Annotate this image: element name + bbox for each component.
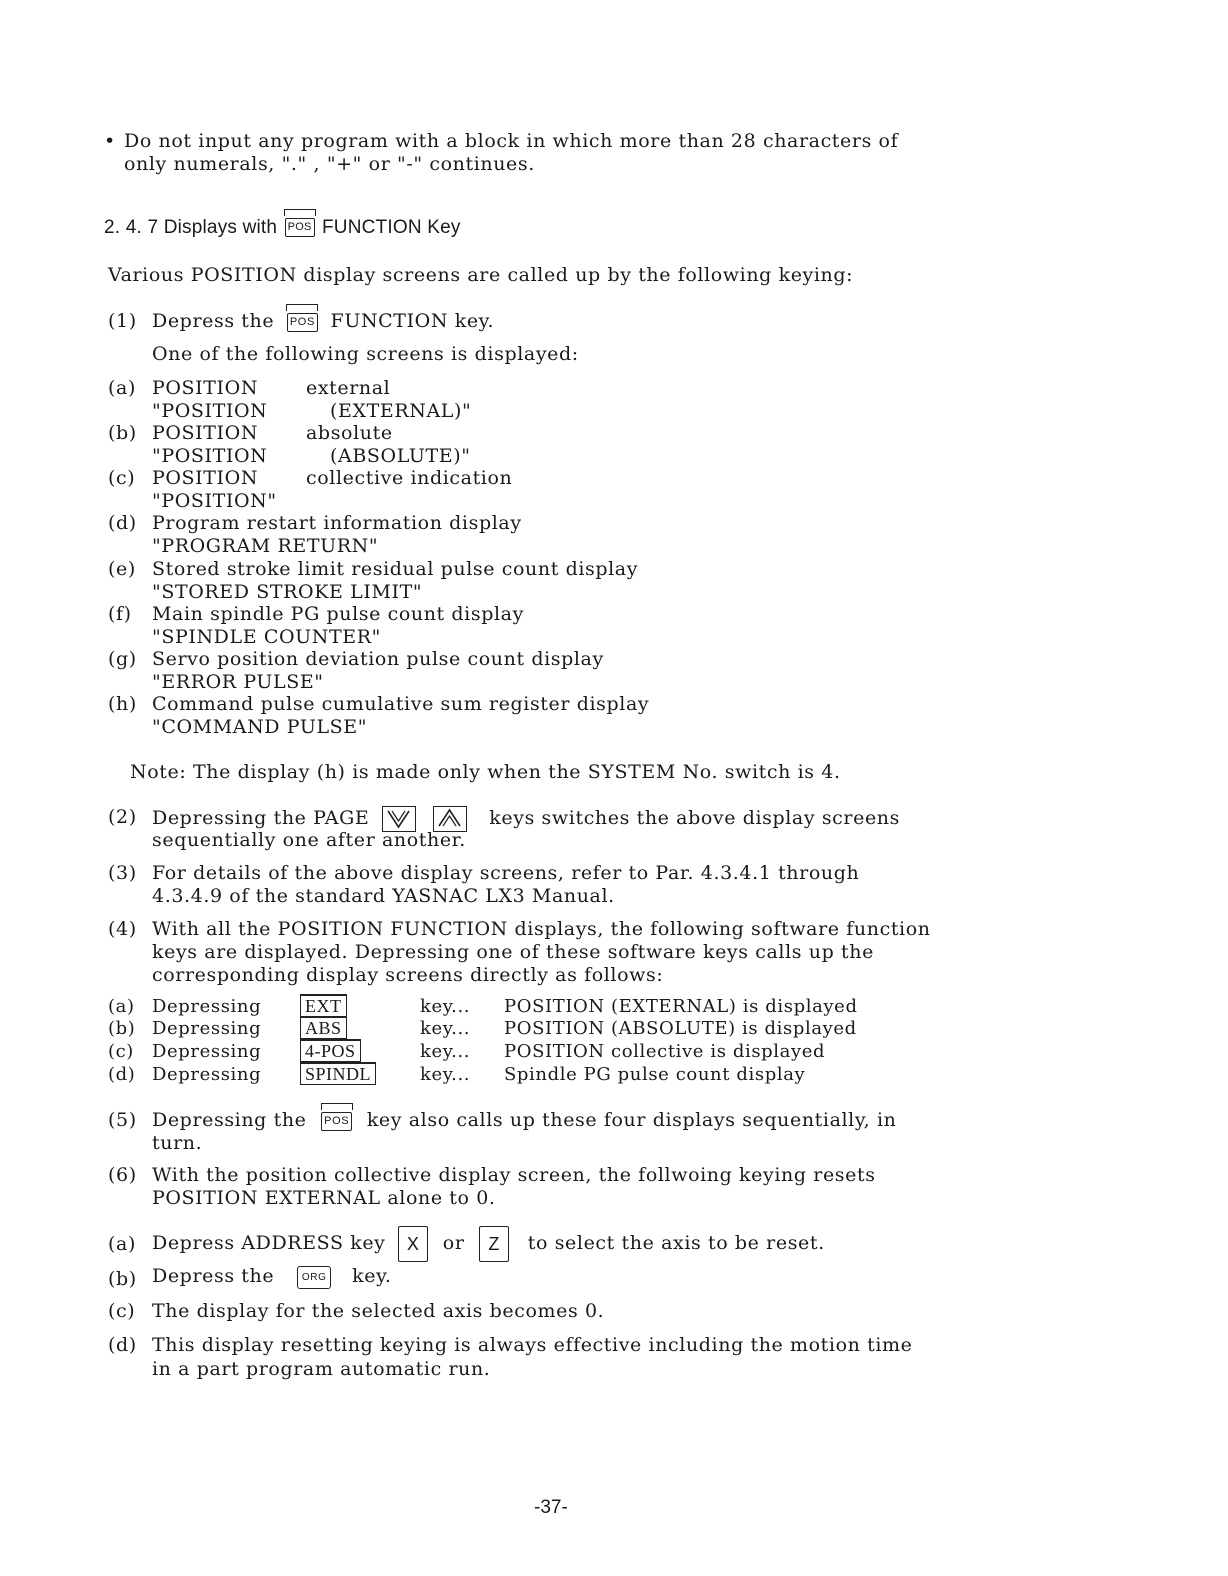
reset-c-label: (c)	[108, 1300, 136, 1322]
softkey-result: POSITION collective is displayed	[504, 1041, 826, 1062]
abs-softkey: ABS	[300, 1016, 347, 1039]
step4-num: (4)	[108, 918, 137, 940]
step3-line2: 4.3.4.9 of the standard YASNAC LX3 Manual.	[152, 885, 615, 907]
section-heading	[104, 217, 461, 239]
step6-line2: POSITION EXTERNAL alone to 0.	[152, 1187, 496, 1209]
screen-label: (b)	[108, 422, 137, 444]
softkey-suffix: key...	[420, 996, 471, 1017]
softkey-result: POSITION (EXTERNAL) is displayed	[504, 996, 858, 1017]
pos-key-icon: POS	[287, 313, 318, 332]
step2-line2: sequentially one after another.	[152, 829, 466, 851]
step4-line1: With all the POSITION FUNCTION displays, the following software function	[152, 918, 931, 940]
org-key-icon: ORG	[297, 1266, 332, 1289]
4pos-softkey: 4-POS	[300, 1039, 361, 1062]
screen-item: Stored stroke limit residual pulse count display	[152, 558, 639, 580]
bullet: •	[104, 130, 116, 152]
screen-item-title: "SPINDLE COUNTER"	[152, 626, 381, 648]
step1-line: Depress the POS FUNCTION key.	[152, 310, 494, 332]
screen-label: (f)	[108, 603, 132, 625]
softkey-result: POSITION (ABSOLUTE) is displayed	[504, 1018, 857, 1039]
screen-item-title: "POSITION	[152, 400, 268, 422]
softkey-suffix: key...	[420, 1064, 471, 1085]
pos-key-icon: POS	[285, 218, 315, 237]
screen-item: Servo position deviation pulse count display	[152, 648, 604, 670]
screen-label: (c)	[108, 467, 136, 489]
screen-item-desc: absolute	[306, 422, 393, 444]
section-prefix: Displays with	[163, 217, 278, 238]
screen-label: (h)	[108, 693, 137, 715]
step1-sub: One of the following screens is displayed:	[152, 343, 579, 365]
softkey-suffix: key...	[420, 1041, 471, 1062]
screen-item: POSITION	[152, 467, 259, 489]
reset-a-line: Depress ADDRESS key X or Z to select the axis to be reset.	[152, 1226, 825, 1262]
step5-line1: Depressing the POS key also calls up these four displays sequentially, in	[152, 1109, 896, 1131]
softkey-verb: Depressing	[152, 1064, 262, 1085]
note-top-line2: only numerals, "." , "+" or "-" continues.	[124, 153, 535, 175]
screen-item: Command pulse cumulative sum register display	[152, 693, 650, 715]
reset-d-label: (d)	[108, 1334, 137, 1356]
screen-item-title-b: (ABSOLUTE)"	[330, 445, 471, 467]
screen-item: Program restart information display	[152, 512, 522, 534]
spindl-softkey: SPINDL	[300, 1062, 376, 1085]
screen-item-desc: external	[306, 377, 391, 399]
softkey-result: Spindle PG pulse count display	[504, 1064, 806, 1085]
screen-item-title: "POSITION	[152, 445, 268, 467]
screen-label: (e)	[108, 558, 136, 580]
ext-softkey: EXT	[300, 994, 347, 1017]
note-top-line1: Do not input any program with a block in which more than 28 characters of	[124, 130, 899, 152]
softkey-verb: Depressing	[152, 996, 262, 1017]
softkey-label: (b)	[108, 1018, 136, 1039]
reset-d-line2: in a part program automatic run.	[152, 1358, 491, 1380]
screen-label: (d)	[108, 512, 137, 534]
screen-item-title: "COMMAND PULSE"	[152, 716, 368, 738]
step3-line1: For details of the above display screens, refer to Par. 4.3.4.1 through	[152, 862, 860, 884]
note-text: Note: The display (h) is made only when the SYSTEM No. switch is 4.	[130, 761, 841, 783]
step4-line3: corresponding display screens directly as follows:	[152, 964, 664, 986]
screen-item: POSITION	[152, 377, 259, 399]
screen-item: POSITION	[152, 422, 259, 444]
reset-b-label: (b)	[108, 1268, 137, 1290]
screen-label: (g)	[108, 648, 137, 670]
page-number: -37-	[534, 1497, 568, 1518]
softkey-label: (a)	[108, 996, 135, 1017]
screen-item-title: "PROGRAM RETURN"	[152, 535, 379, 557]
step3-num: (3)	[108, 862, 137, 884]
address-z-key-icon: Z	[479, 1226, 509, 1262]
reset-c-text: The display for the selected axis becomes 0.	[152, 1300, 605, 1322]
step6-num: (6)	[108, 1164, 137, 1186]
softkey-label: (d)	[108, 1064, 136, 1085]
softkey-label: (c)	[108, 1041, 134, 1062]
screen-item-desc: collective indication	[306, 467, 513, 489]
step2-line1: Depressing the PAGE keys switches the above display screens	[152, 806, 900, 832]
step5-num: (5)	[108, 1109, 137, 1131]
softkey-suffix: key...	[420, 1018, 471, 1039]
screen-item-title: "POSITION"	[152, 490, 277, 512]
section-number: 2. 4. 7	[104, 217, 159, 238]
screen-label: (a)	[108, 377, 136, 399]
section-suffix: FUNCTION Key	[321, 217, 461, 238]
step4-line2: keys are displayed. Depressing one of these software keys calls up the	[152, 941, 874, 963]
step6-line1: With the position collective display screen, the follwoing keying resets	[152, 1164, 876, 1186]
softkey-verb: Depressing	[152, 1041, 262, 1062]
pos-key-icon: POS	[321, 1112, 352, 1131]
reset-d-line1: This display resetting keying is always effective including the motion time	[152, 1334, 913, 1356]
softkey-verb: Depressing	[152, 1018, 262, 1039]
address-x-key-icon: X	[398, 1226, 428, 1262]
screen-item-title-b: (EXTERNAL)"	[330, 400, 472, 422]
intro-text: Various POSITION display screens are called up by the following keying:	[108, 264, 854, 286]
reset-a-label: (a)	[108, 1233, 136, 1255]
screen-item-title: "STORED STROKE LIMIT"	[152, 581, 423, 603]
step1-num: (1)	[108, 310, 137, 332]
step5-line2: turn.	[152, 1132, 203, 1154]
reset-b-line: Depress the ORG key.	[152, 1265, 392, 1287]
screen-item: Main spindle PG pulse count display	[152, 603, 524, 625]
step2-num: (2)	[108, 806, 137, 828]
screen-item-title: "ERROR PULSE"	[152, 671, 324, 693]
